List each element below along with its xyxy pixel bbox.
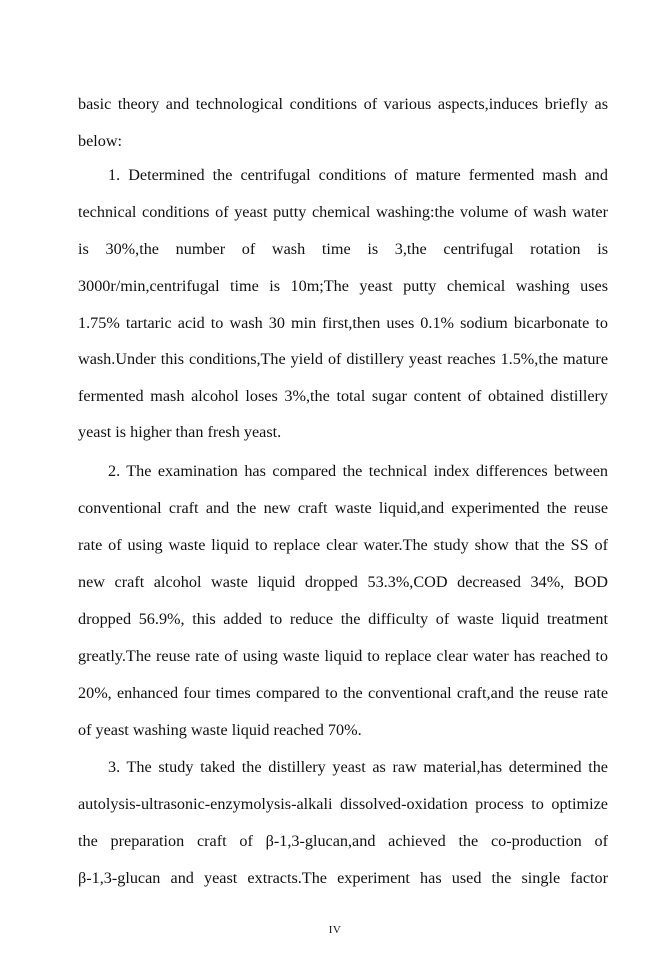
text-line: of yeast washing waste liquid reached 70%.	[78, 721, 362, 739]
text-line: the preparation craft of β-1,3-glucan,and achieved the co-production of	[78, 832, 608, 850]
text-line: yeast is higher than fresh yeast.	[78, 423, 282, 441]
text-line: below:	[78, 132, 123, 150]
text-line: conventional craft and the new craft waste liquid,and experimented the reuse	[78, 499, 608, 517]
paragraph-1-first-line: 1. Determined the centrifugal conditions of mature fermented mash and	[108, 166, 608, 184]
text-line: wash.Under this conditions,The yield of distillery yeast reaches 1.5%,the mature	[78, 350, 608, 368]
text-line: rate of using waste liquid to replace clear water.The study show that the SS of	[78, 536, 608, 554]
paragraph-2-first-line: 2. The examination has compared the technical index differences between	[108, 462, 608, 480]
text-line: basic theory and technological conditions of various aspects,induces briefly as	[78, 95, 608, 113]
text-line: autolysis-ultrasonic-enzymolysis-alkali dissolved-oxidation process to optimize	[78, 795, 608, 813]
text-line: new craft alcohol waste liquid dropped 53.3%,COD decreased 34%, BOD	[78, 573, 608, 591]
text-line: 3000r/min,centrifugal time is 10m;The yeast putty chemical washing uses	[78, 277, 608, 295]
text-line: greatly.The reuse rate of using waste liquid to replace clear water has reached to	[78, 647, 608, 665]
page-number: IV	[328, 924, 342, 936]
text-line: β-1,3-glucan and yeast extracts.The experiment has used the single factor	[78, 869, 608, 887]
text-line: fermented mash alcohol loses 3%,the total sugar content of obtained distillery	[78, 387, 608, 405]
paragraph-3-first-line: 3. The study taked the distillery yeast as raw material,has determined the	[108, 758, 608, 776]
text-line: dropped 56.9%, this added to reduce the difficulty of waste liquid treatment	[78, 610, 608, 628]
text-line: technical conditions of yeast putty chemical washing:the volume of wash water	[78, 203, 608, 221]
text-line: is 30%,the number of wash time is 3,the centrifugal rotation is	[78, 240, 608, 258]
text-line: 20%, enhanced four times compared to the conventional craft,and the reuse rate	[78, 684, 608, 702]
text-line: 1.75% tartaric acid to wash 30 min first,then uses 0.1% sodium bicarbonate to	[78, 314, 608, 332]
